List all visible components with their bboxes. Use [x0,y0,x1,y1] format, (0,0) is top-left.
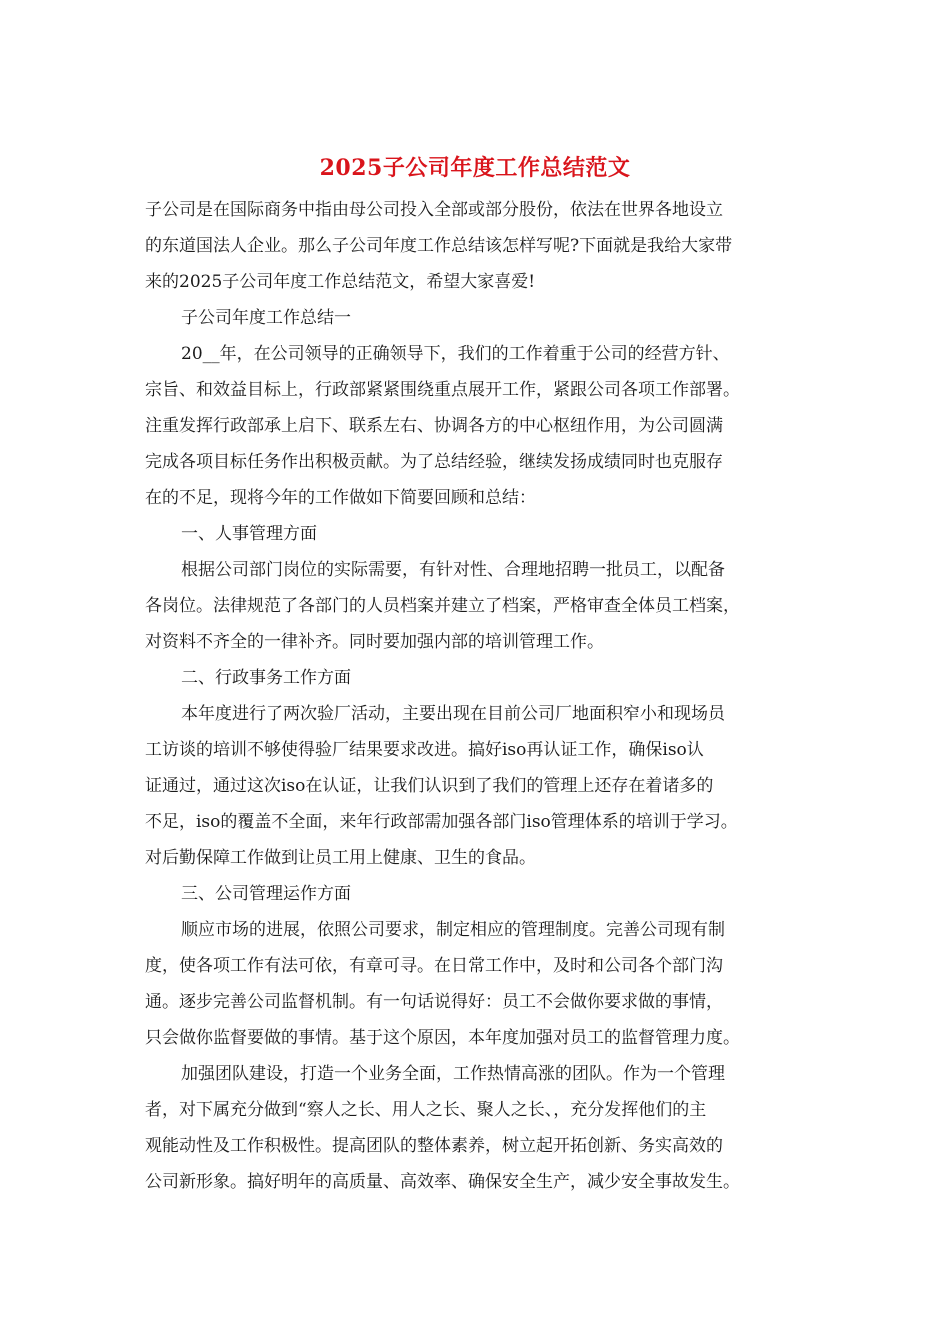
document-body [145,192,825,1200]
body-line: 子公司年度工作总结一 [181,308,351,328]
body-line: 20__年，在公司领导的正确领导下，我们的工作着重于公司的经营方针、 [181,344,730,364]
body-line: 工访谈的培训不够使得验厂结果要求改进。搞好iso再认证工作，确保iso认 [145,740,704,760]
body-line: 注重发挥行政部承上启下、联系左右、协调各方的中心枢纽作用，为公司圆满 [145,416,723,436]
body-line: 根据公司部门岗位的实际需要，有针对性、合理地招聘一批员工，以配备 [181,560,725,580]
body-line: 者，对下属充分做到“察人之长、用人之长、聚人之长、，充分发挥他们的主 [145,1100,707,1120]
body-line: 子公司是在国际商务中指由母公司投入全部或部分股份，依法在世界各地设立 [145,200,723,220]
body-line: 完成各项目标任务作出积极贡献。为了总结经验，继续发扬成绩同时也克服存 [145,452,723,472]
body-line: 宗旨、和效益目标上，行政部紧紧围绕重点展开工作，紧跟公司各项工作部署。 [145,380,740,400]
body-line: 只会做你监督要做的事情。基于这个原因，本年度加强对员工的监督管理力度。 [145,1028,740,1048]
body-line: 公司新形象。搞好明年的高质量、高效率、确保安全生产，减少安全事故发生。 [145,1172,740,1192]
body-line: 对资料不齐全的一律补齐。同时要加强内部的培训管理工作。 [145,632,604,652]
body-line: 二、行政事务工作方面 [181,668,351,688]
body-line: 各岗位。法律规范了各部门的人员档案并建立了档案，严格审查全体员工档案， [145,596,740,616]
body-line: 顺应市场的进展，依照公司要求，制定相应的管理制度。完善公司现有制 [181,920,725,940]
body-line: 通。逐步完善公司监督机制。有一句话说得好：员工不会做你要求做的事情， [145,992,723,1012]
body-line: 三、公司管理运作方面 [181,884,351,904]
body-line: 不足，iso的覆盖不全面，来年行政部需加强各部门iso管理体系的培训于学习。 [145,812,738,832]
body-line: 的东道国法人企业。那么子公司年度工作总结该怎样写呢?下面就是我给大家带 [145,236,733,256]
body-line: 来的2025子公司年度工作总结范文，希望大家喜爱! [145,272,536,292]
body-line: 对后勤保障工作做到让员工用上健康、卫生的食品。 [145,848,536,868]
body-line: 加强团队建设，打造一个业务全面，工作热情高涨的团队。作为一个管理 [181,1064,725,1084]
body-line: 一、人事管理方面 [181,524,317,544]
body-line: 观能动性及工作积极性。提高团队的整体素养，树立起开拓创新、务实高效的 [145,1136,723,1156]
body-line: 度，使各项工作有法可依，有章可寻。在日常工作中，及时和公司各个部门沟 [145,956,723,976]
document-title: 2025子公司年度工作总结范文 [319,155,631,181]
body-line: 证通过，通过这次iso在认证，让我们认识到了我们的管理上还存在着诸多的 [145,776,714,796]
body-line: 在的不足，现将今年的工作做如下简要回顾和总结： [145,488,536,508]
body-line: 本年度进行了两次验厂活动，主要出现在目前公司厂地面积窄小和现场员 [181,704,725,724]
